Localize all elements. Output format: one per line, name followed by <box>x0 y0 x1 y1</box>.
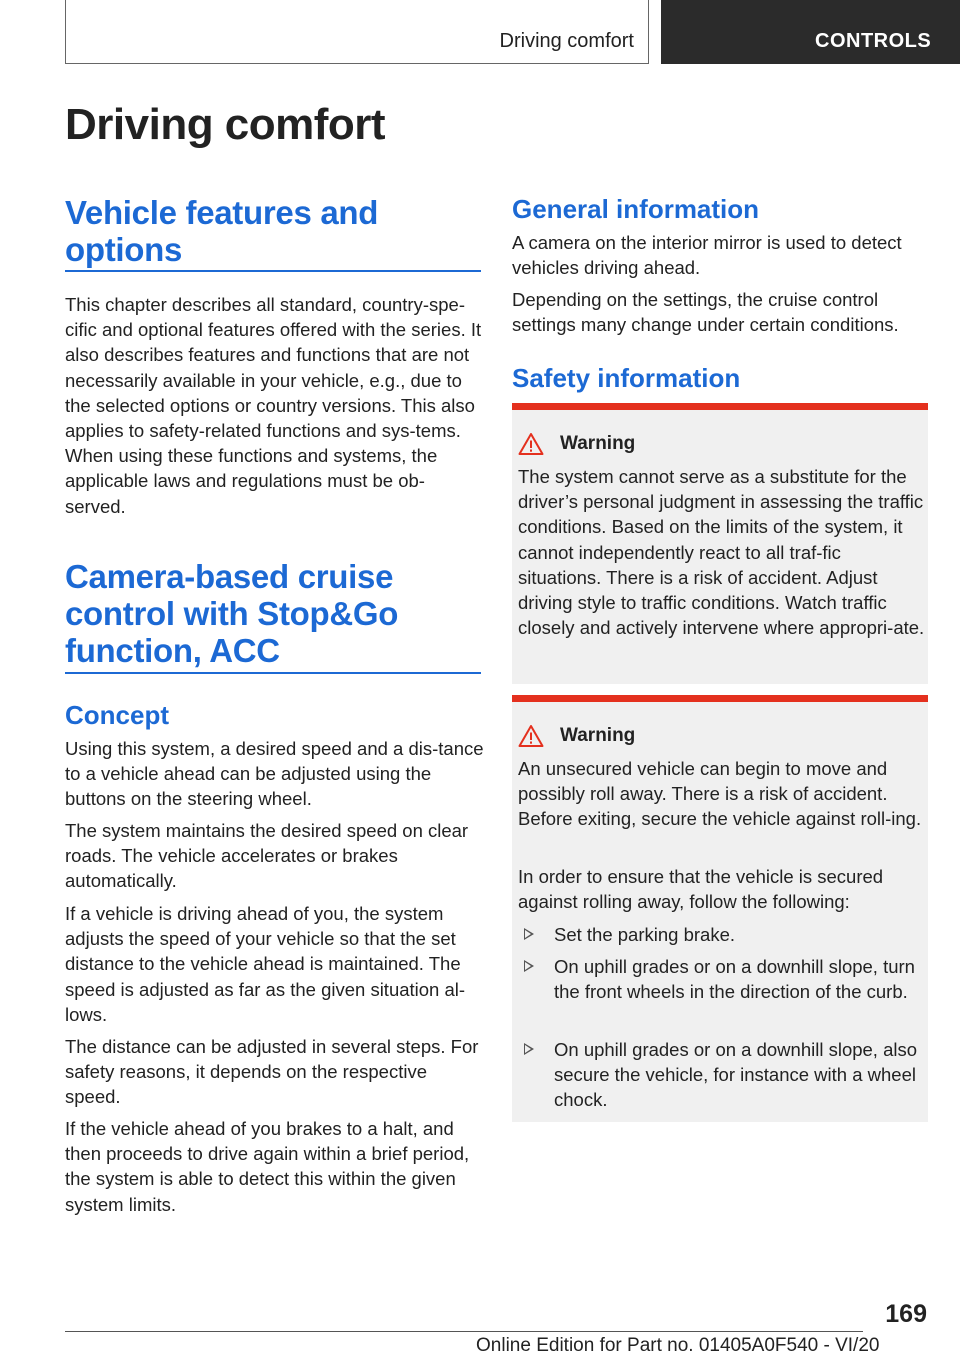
header-chapter-label: CONTROLS <box>815 30 932 52</box>
paragraph-general-2: Depending on the settings, the cruise control settings many change under certain conditions. <box>512 289 899 336</box>
footer-rule <box>65 1331 863 1332</box>
heading-safety-information: Safety information <box>512 363 741 393</box>
warning-header <box>518 724 635 748</box>
warning-text: The system cannot serve as a substitute for the driver’s personal judgment in assessing the traffic conditions. Based on the limits of the system, it cannot independently react to all traf-fic situations. There is a risk of accident. Adjust driving style to traffic conditions. Watch traffic closely and actively intervene where appropri-ate. <box>518 466 925 639</box>
paragraph-concept-1: Using this system, a desired speed and a dis-tance to a vehicle ahead can be adjusted using the buttons on the steering wheel. <box>65 738 484 810</box>
list-item-text: Set the parking brake. <box>554 924 735 945</box>
heading-rule <box>65 672 481 674</box>
heading-vehicle-features: Vehicle features and options <box>65 194 379 268</box>
bullet-triangle-icon <box>524 1043 534 1055</box>
paragraph-features: This chapter describes all standard, country-spe-cific and optional features offered with the series. It also describes features and functions that are not necessarily available in your vehicle, e.g., due to the selected options or country versions. This also applies to safety-related functions and sys-tems. When using these functions and systems, the applicable laws and regulations must be ob-served. <box>65 294 482 517</box>
paragraph-general-1: A camera on the interior mirror is used to detect vehicles driving ahead. <box>512 232 902 279</box>
footer-edition: Online Edition for Part no. 01405A0F540 - VI/20 <box>476 1335 880 1356</box>
warning-text-1: An unsecured vehicle can begin to move and possibly roll away. There is a risk of accident. Before exiting, secure the vehicle against roll-ing. <box>518 758 922 830</box>
warning-label: Warning <box>560 725 636 746</box>
warning-label: Warning <box>560 433 636 454</box>
heading-acc: Camera-based cruise control with Stop&Go function, ACC <box>65 558 399 669</box>
list-item-text: On uphill grades or on a downhill slope, turn the front wheels in the direction of the curb. <box>554 956 915 1003</box>
list-item <box>524 954 924 1004</box>
header-chapter-tab <box>661 0 960 64</box>
warning-triangle-icon <box>518 432 544 456</box>
heading-general-information: General information <box>512 194 760 224</box>
warning-triangle-icon <box>518 724 544 748</box>
header-section-label: Driving comfort <box>499 30 634 52</box>
heading-concept: Concept <box>65 700 169 730</box>
paragraph-concept-2: The system maintains the desired speed on clear roads. The vehicle accelerates or brakes automatically. <box>65 820 469 892</box>
page-number: 169 <box>885 1300 927 1328</box>
paragraph-concept-3: If a vehicle is driving ahead of you, the system adjusts the speed of your vehicle so that the set distance to the vehicle ahead is maintained. The speed is adjusted as far as the given situation al-lows. <box>65 903 466 1025</box>
bullet-triangle-icon <box>524 960 534 972</box>
warning-box-1 <box>512 403 928 684</box>
heading-rule <box>65 270 481 272</box>
list-item-text: On uphill grades or on a downhill slope, also secure the vehicle, for instance with a wheel chock. <box>554 1039 918 1111</box>
warning-header <box>518 432 635 456</box>
page-title: Driving comfort <box>65 100 386 149</box>
warning-text-2: In order to ensure that the vehicle is secured against rolling away, follow the following: <box>518 866 884 913</box>
header-section-tab <box>65 0 649 64</box>
paragraph-concept-4: The distance can be adjusted in several steps. For safety reasons, it depends on the respective speed. <box>65 1036 479 1108</box>
bullet-triangle-icon <box>524 928 534 940</box>
paragraph-concept-5: If the vehicle ahead of you brakes to a halt, and then proceeds to drive again within a brief period, the system is able to detect this within the given system limits. <box>65 1118 470 1215</box>
warning-box-2 <box>512 695 928 1122</box>
list-item <box>524 922 924 947</box>
list-item <box>524 1037 924 1113</box>
